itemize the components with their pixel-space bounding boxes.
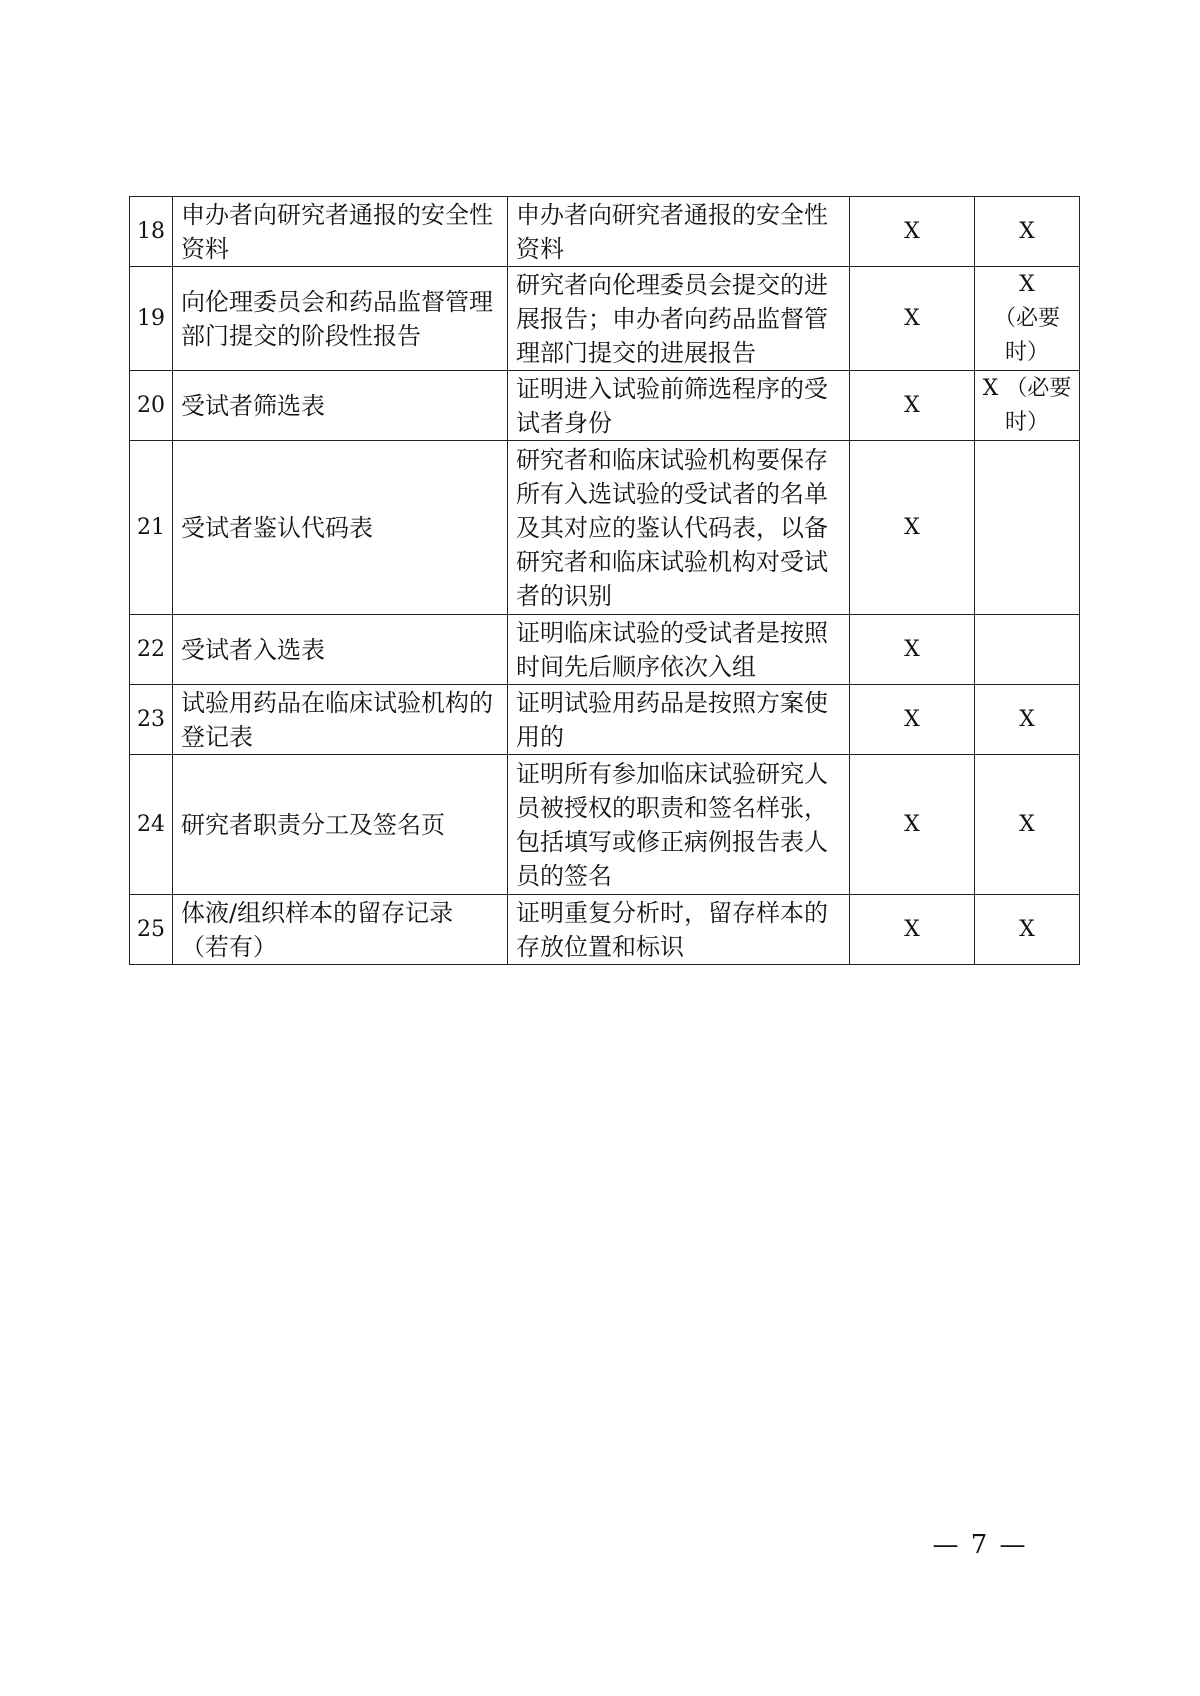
- document-purpose: 证明进入试验前筛选程序的受试者身份: [508, 371, 850, 441]
- investigator-mark: X: [850, 755, 975, 895]
- investigator-mark: X: [850, 267, 975, 371]
- table-row: [130, 371, 1080, 441]
- sponsor-mark: X: [982, 375, 999, 401]
- row-number: 20: [130, 371, 173, 441]
- investigator-mark: X: [850, 197, 975, 267]
- sponsor-mark-cell: [975, 197, 1080, 267]
- sponsor-note: （必要时）: [1004, 375, 1072, 435]
- row-number: 19: [130, 267, 173, 371]
- sponsor-mark-cell: [975, 615, 1080, 685]
- sponsor-note: （必要时）: [993, 305, 1060, 365]
- table-row: [130, 441, 1080, 615]
- row-number: 23: [130, 685, 173, 755]
- sponsor-mark-cell: [975, 371, 1080, 441]
- row-number: 18: [130, 197, 173, 267]
- document-purpose: 证明试验用药品是按照方案使用的: [508, 685, 850, 755]
- archive-table: [129, 196, 1080, 965]
- document-purpose: 研究者向伦理委员会提交的进展报告；申办者向药品监督管理部门提交的进展报告: [508, 267, 850, 371]
- table-row: [130, 755, 1080, 895]
- sponsor-mark: X: [1019, 271, 1035, 297]
- document-name: 受试者入选表: [173, 615, 508, 685]
- document-purpose: 证明所有参加临床试验研究人员被授权的职责和签名样张，包括填写或修正病例报告表人员的签名: [508, 755, 850, 895]
- document-purpose: 申办者向研究者通报的安全性资料: [508, 197, 850, 267]
- sponsor-mark-cell: [975, 895, 1080, 965]
- table-row: [130, 267, 1080, 371]
- sponsor-mark: X: [1019, 916, 1035, 942]
- document-name: 试验用药品在临床试验机构的登记表: [173, 685, 508, 755]
- document-purpose: 研究者和临床试验机构要保存所有入选试验的受试者的名单及其对应的鉴认代码表，以备研究者和临床试验机构对受试者的识别: [508, 441, 850, 615]
- table-row: [130, 197, 1080, 267]
- investigator-mark: X: [850, 615, 975, 685]
- sponsor-mark: X: [1019, 811, 1035, 837]
- row-number: 22: [130, 615, 173, 685]
- document-purpose: 证明重复分析时，留存样本的存放位置和标识: [508, 895, 850, 965]
- document-name: 受试者鉴认代码表: [173, 441, 508, 615]
- investigator-mark: X: [850, 685, 975, 755]
- investigator-mark: X: [850, 371, 975, 441]
- table-row: [130, 615, 1080, 685]
- row-number: 21: [130, 441, 173, 615]
- row-number: 25: [130, 895, 173, 965]
- table-row: [130, 895, 1080, 965]
- document-name: 体液/组织样本的留存记录（若有）: [173, 895, 508, 965]
- investigator-mark: X: [850, 895, 975, 965]
- row-number: 24: [130, 755, 173, 895]
- document-name: 受试者筛选表: [173, 371, 508, 441]
- document-name: 申办者向研究者通报的安全性资料: [173, 197, 508, 267]
- sponsor-mark-cell: [975, 267, 1080, 371]
- sponsor-mark: X: [1019, 218, 1035, 244]
- document-purpose: 证明临床试验的受试者是按照时间先后顺序依次入组: [508, 615, 850, 685]
- document-name: 向伦理委员会和药品监督管理部门提交的阶段性报告: [173, 267, 508, 371]
- sponsor-mark-cell: [975, 441, 1080, 615]
- table-row: [130, 685, 1080, 755]
- document-name: 研究者职责分工及签名页: [173, 755, 508, 895]
- page-number: — 7 —: [932, 1530, 1028, 1560]
- investigator-mark: X: [850, 441, 975, 615]
- sponsor-mark: X: [1019, 706, 1035, 732]
- sponsor-mark-cell: [975, 685, 1080, 755]
- sponsor-mark-cell: [975, 755, 1080, 895]
